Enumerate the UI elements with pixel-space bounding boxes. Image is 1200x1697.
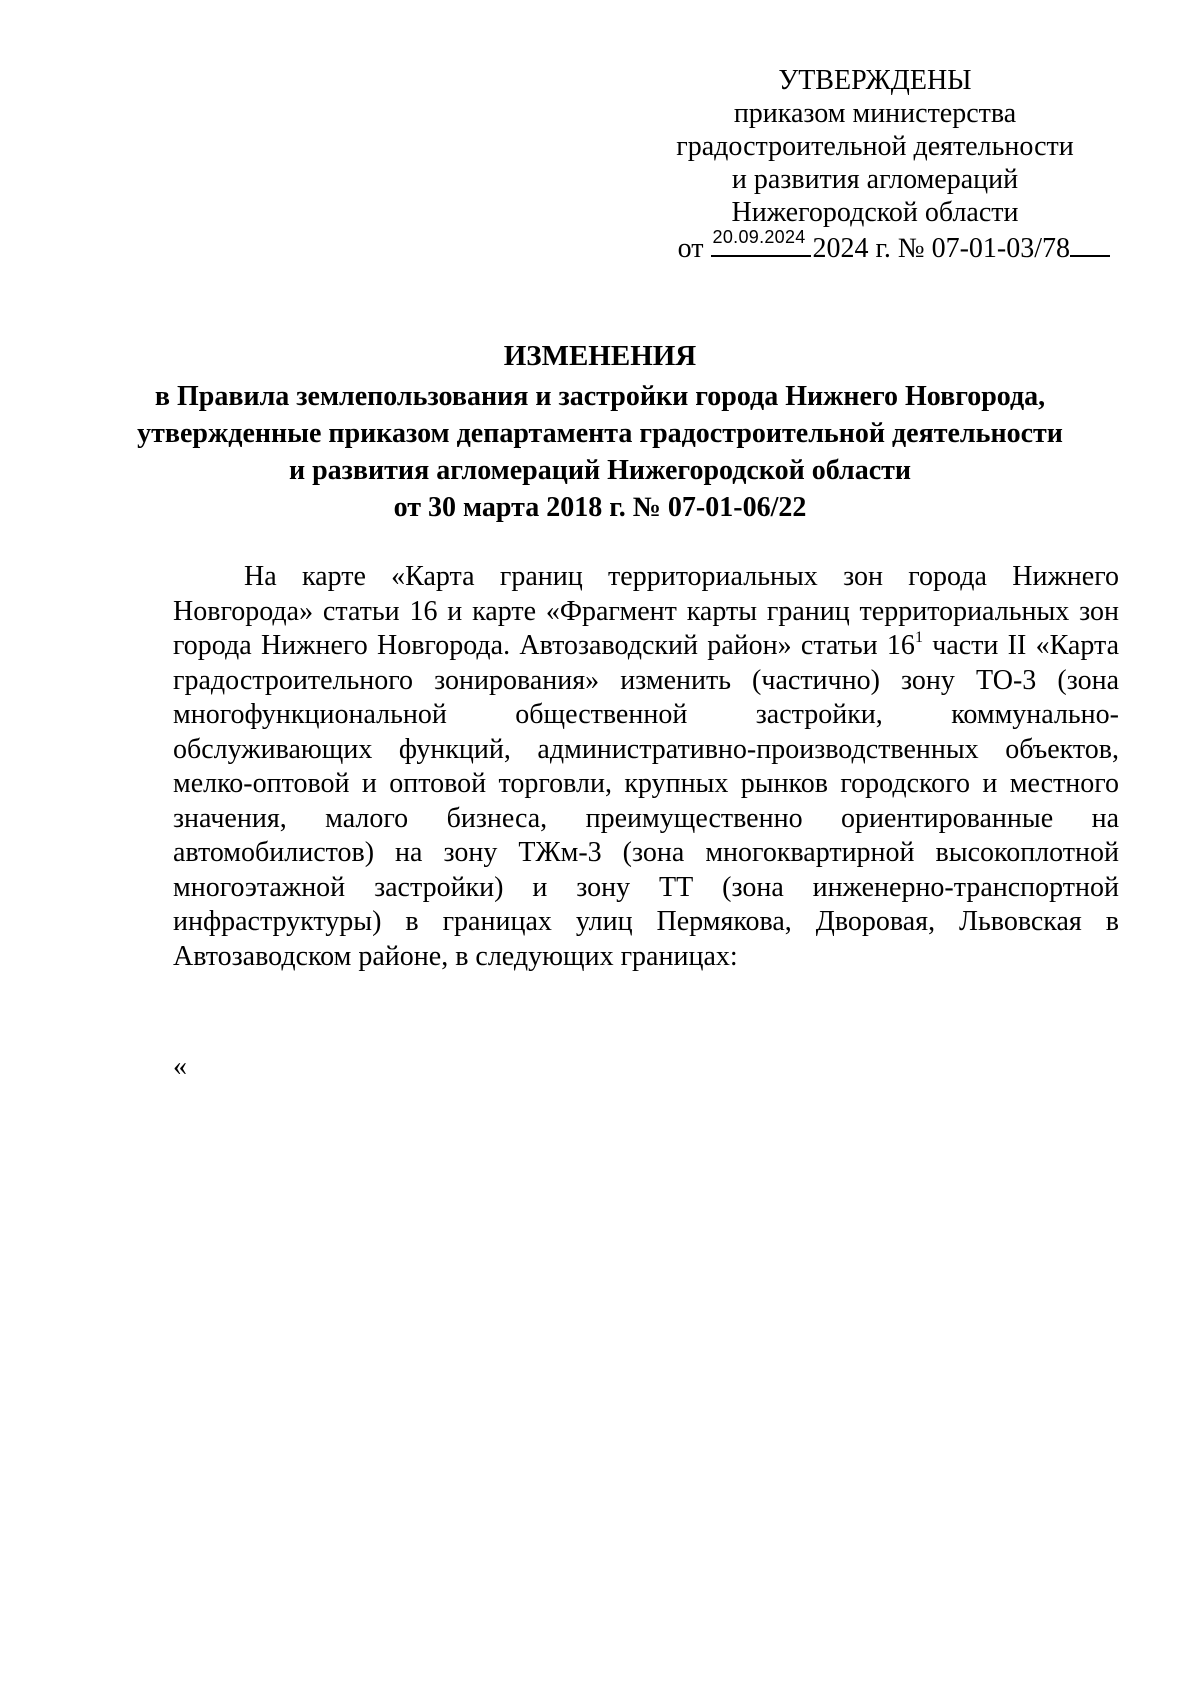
title-line-4: от 30 марта 2018 г. № 07-01-06/22 — [393, 492, 807, 523]
body-line-10: многоэтажной застройки) и зону ТТ (зона инженерно-транспортной — [173, 871, 1119, 903]
body-line-2: Новгорода» статьи 16 и карте «Фрагмент карты границ территориальных зон — [173, 595, 1119, 627]
approval-line-2: градостроительной деятельности — [676, 131, 1074, 162]
body-line-3-end: части II «Карта — [922, 630, 1119, 661]
body-line-1: На карте «Карта границ территориальных зон города Нижнего — [244, 561, 1119, 592]
opening-quote-mark: « — [173, 1051, 187, 1082]
body-line-9: автомобилистов) на зону ТЖм-3 (зона многоквартирной высокоплотной — [173, 837, 1119, 868]
body-line-5: многофункциональной общественной застройки, коммунально- — [173, 699, 1119, 730]
title-line-1: в Правила землепользования и застройки города Нижнего Новгорода, — [154, 381, 1046, 412]
body-line-12: Автозаводском районе, в следующих границах: — [173, 940, 738, 972]
title-line-3: и развития агломераций Нижегородской области — [288, 455, 912, 486]
body-paragraph — [173, 560, 1119, 974]
title-main: ИЗМЕНЕНИЯ — [503, 340, 697, 372]
order-number-line — [640, 229, 1110, 265]
body-line-11: инфраструктуры) в границах улиц Пермякова, Дворовая, Львовская в — [173, 906, 1119, 937]
order-prefix: от — [677, 233, 704, 264]
document-title — [130, 338, 1070, 526]
approval-block — [640, 64, 1110, 265]
body-line-4: градостроительного зонирования» изменить (частично) зону ТО-3 (зона — [173, 664, 1119, 696]
order-trailing-underline — [1070, 231, 1110, 257]
order-suffix: 2024 г. № 07-01-03/78 — [812, 233, 1070, 264]
approval-line-1: приказом министерства — [733, 98, 1017, 129]
body-line-7: мелко-оптовой и оптовой торговли, крупных рынков городского и местного — [173, 768, 1119, 799]
approval-line-4: Нижегородской области — [731, 197, 1019, 228]
title-line-2: утвержденные приказом департамента градостроительной деятельности — [137, 418, 1063, 449]
body-line-6: обслуживающих функций, административно-производственных объектов, — [173, 733, 1119, 765]
body-line-8: значения, малого бизнеса, преимущественно ориентированные на — [173, 802, 1119, 834]
body-line-3-start: города Нижнего Новгорода. Автозаводский район» статьи 16 — [173, 630, 915, 661]
handwritten-date: 20.09.2024 — [712, 227, 806, 247]
approval-heading: УТВЕРЖДЕНЫ — [778, 65, 972, 96]
date-field — [711, 229, 811, 257]
article-superscript: 1 — [914, 629, 923, 646]
approval-line-3: и развития агломераций — [731, 164, 1019, 195]
body-line-3 — [173, 629, 1119, 664]
